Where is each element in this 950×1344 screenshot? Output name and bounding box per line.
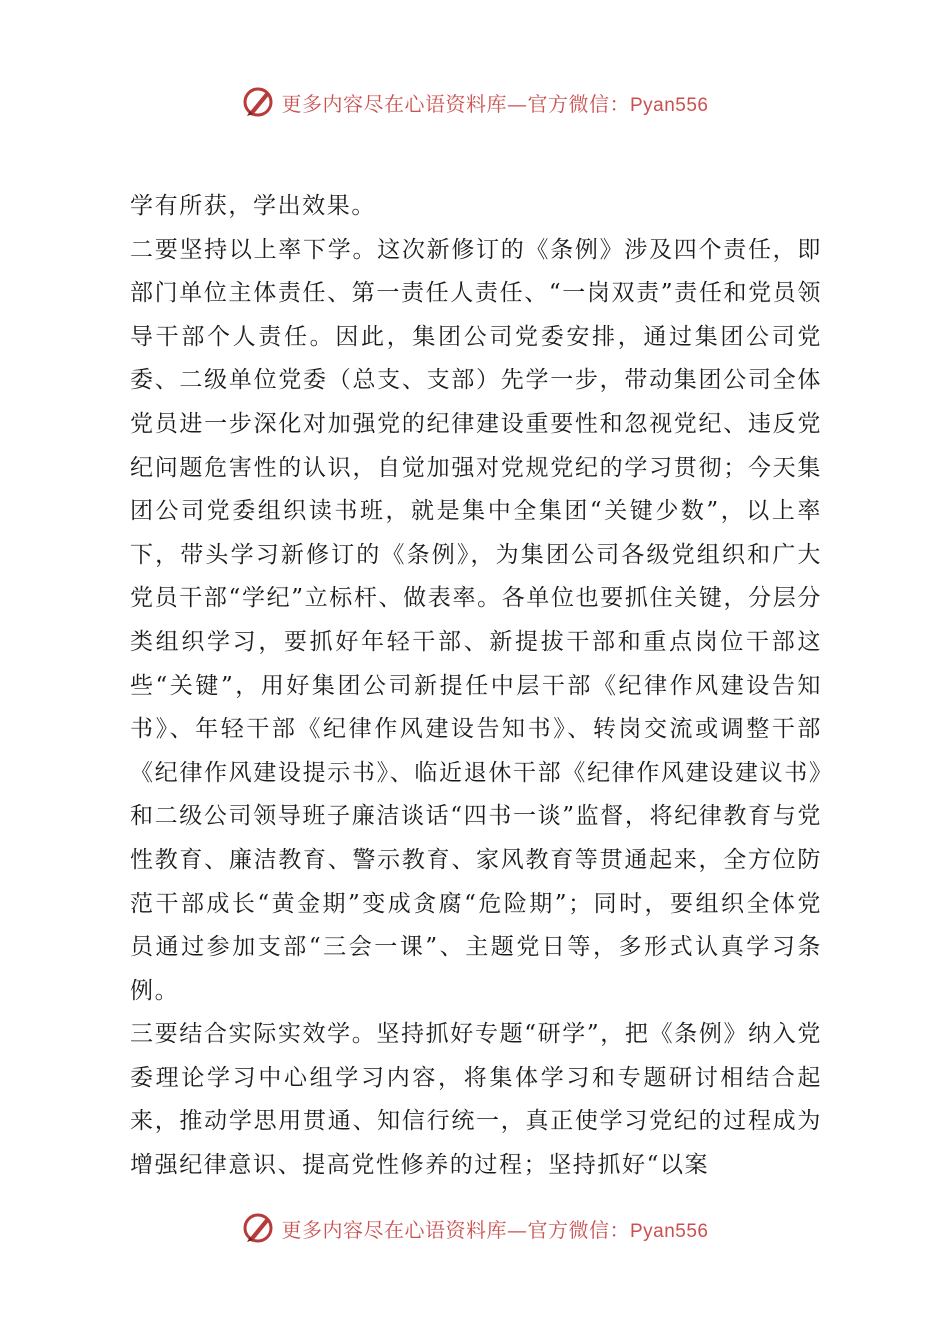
header-watermark: [0, 82, 950, 122]
watermark-text: 更多内容尽在心语资料库—官方微信：Pyan556: [281, 1217, 709, 1242]
paragraph-3: 三要结合实际实效学。坚持抓好专题“研学”，把《条例》纳入党委理论学习中心组学习内容，将集体学习和专题研讨相结合起来，推动学思用贯通、知信行统一，真正使学习党纪的过程成为增强纪律意识、提高党性修养的过程；坚持抓好“以案: [130, 1021, 822, 1179]
wechat-id: Pyan556: [629, 94, 709, 116]
wechat-id: Pyan556: [629, 1220, 709, 1242]
pen-logo-icon: [241, 85, 275, 119]
document-body: [130, 185, 822, 1188]
paragraph-2: 二要坚持以上率下学。这次新修订的《条例》涉及四个责任，即部门单位主体责任、第一责任人责任、“一岗双责”责任和党员领导干部个人责任。因此，集团公司党委安排，通过集团公司党委、二级单位党委（总支、支部）先学一步，带动集团公司全体党员进一步深化对加强党的纪律建设重要性和忽视党纪、违反党纪问题危害性的认识，自觉加强对党规党纪的学习贯彻；今天集团公司党委组织读书班，就是集中全集团“关键少数”，以上率下，带头学习新修订的《条例》，为集团公司各级党组织和广大党员干部“学纪”立标杆、做表率。各单位也要抓住关键，分层分类组织学习，要抓好年轻干部、新提拔干部和重点岗位干部这些“关键”，用好集团公司新提任中层干部《纪律作风建设告知书》、年轻干部《纪律作风建设告知书》、转岗交流或调整干部《纪律作风建设提示书》、临近退休干部《纪律作风建设建议书》和二级公司领导班子廉洁谈话“四书一谈”监督，将纪律教育与党性教育、廉洁教育、警示教育、家风教育等贯通起来，全方位防范干部成长“黄金期”变成贪腐“危险期”；同时，要组织全体党员通过参加支部“三会一课”、主题党日等，多形式认真学习条例。: [130, 236, 822, 1004]
paragraph-1: 学有所获，学出效果。: [130, 193, 376, 219]
watermark-text: 更多内容尽在心语资料库—官方微信：Pyan556: [281, 91, 709, 116]
footer-watermark: [0, 1208, 950, 1248]
pen-logo-icon: [241, 1211, 275, 1245]
